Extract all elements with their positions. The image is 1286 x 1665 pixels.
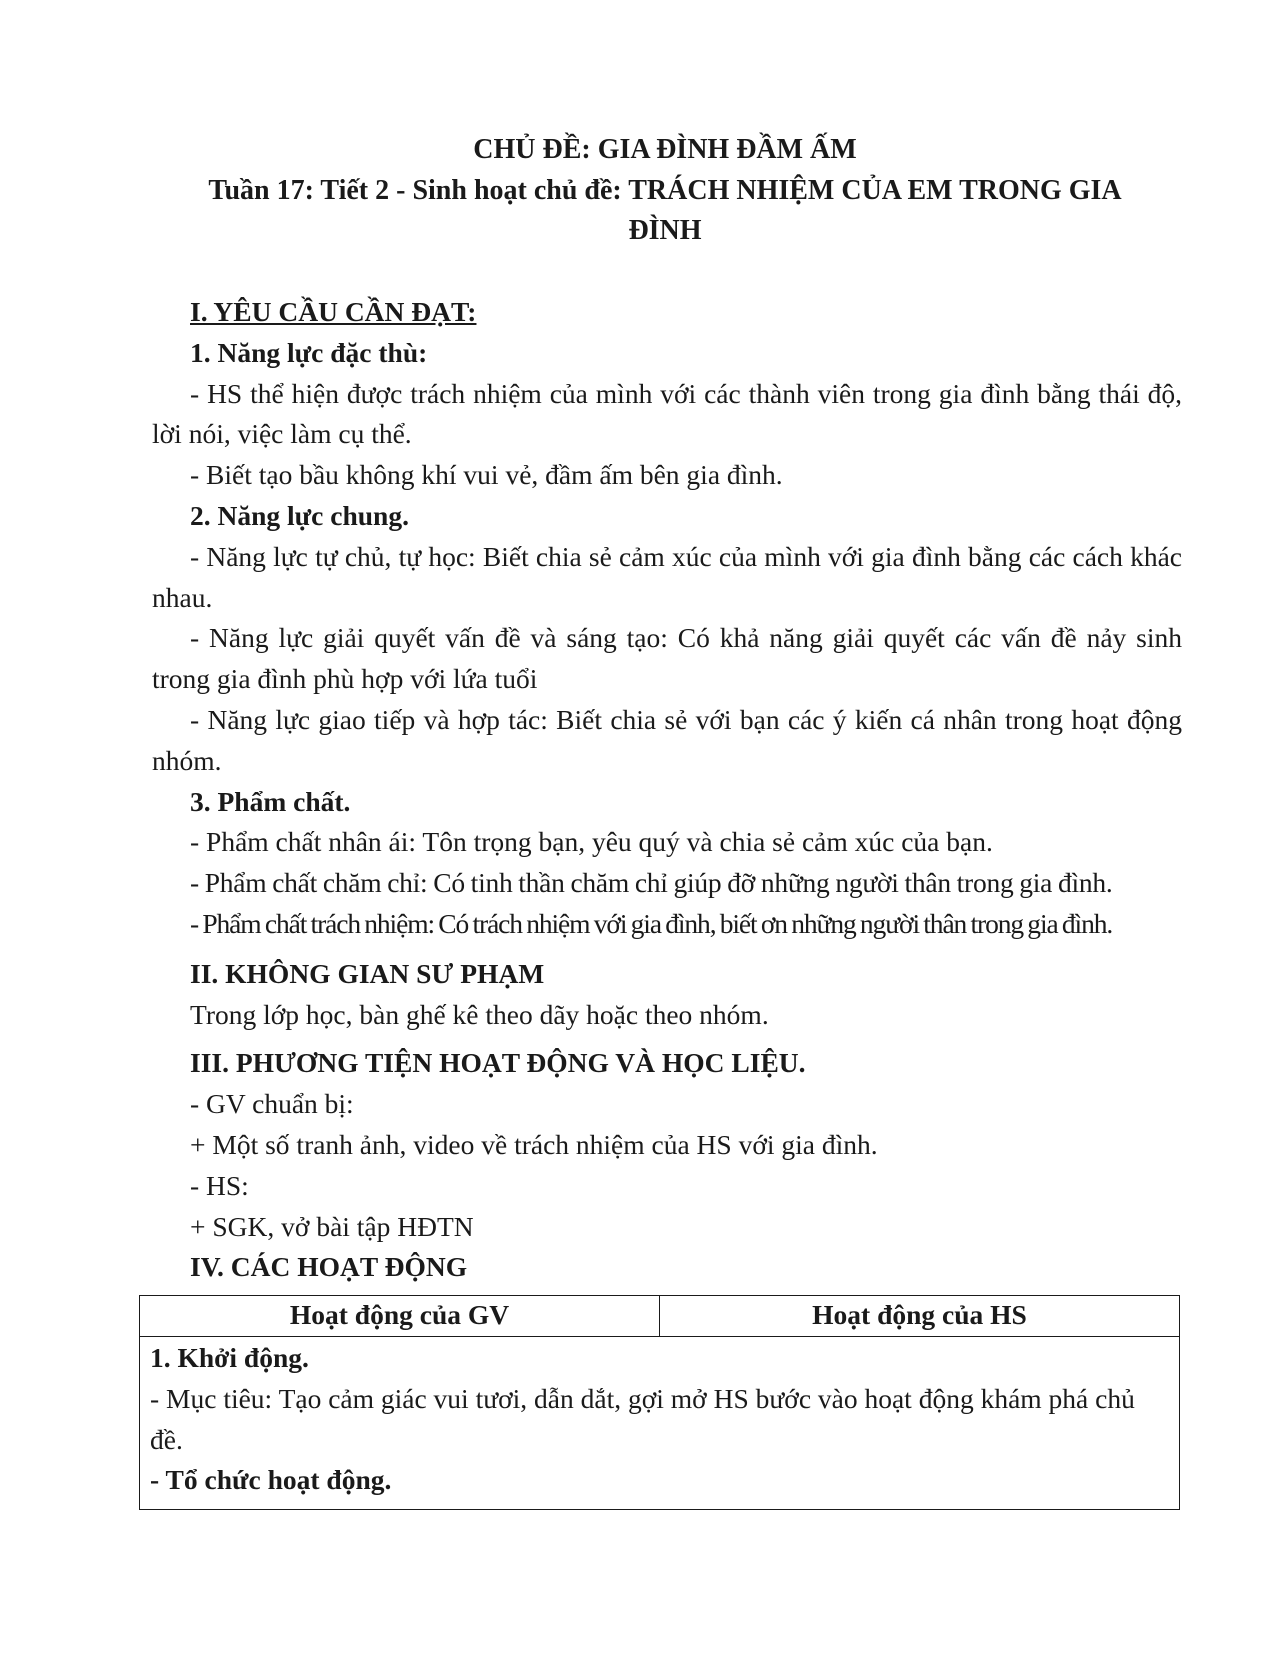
document-body bbox=[152, 292, 1182, 1288]
sub3-heading: 3. Phẩm chất. bbox=[190, 785, 351, 817]
table-row bbox=[140, 1337, 1180, 1510]
sub3-item-3: - Phẩm chất trách nhiệm: Có trách nhiệm với gia đình, biết ơn những người thân trong gia đình. bbox=[190, 907, 1113, 939]
table-header-row bbox=[140, 1296, 1180, 1337]
warmup-title: 1. Khởi động. bbox=[150, 1342, 309, 1373]
sub2-item-3: - Năng lực giao tiếp và hợp tác: Biết chia sẻ với bạn các ý kiến cá nhân trong hoạt động nhóm. bbox=[152, 703, 1182, 776]
lesson-title-line2: ĐÌNH bbox=[628, 215, 702, 246]
section3-heading: III. PHƯƠNG TIỆN HOẠT ĐỘNG VÀ HỌC LIỆU. bbox=[190, 1047, 806, 1079]
column-header-student: Hoạt động của HS bbox=[660, 1296, 1180, 1337]
sub3-item-1: - Phẩm chất nhân ái: Tôn trọng bạn, yêu quý và chia sẻ cảm xúc của bạn. bbox=[190, 826, 993, 858]
sub2-item-1: - Năng lực tự chủ, tự học: Biết chia sẻ cảm xúc của mình với gia đình bằng các cách khác nhau. bbox=[152, 540, 1182, 613]
column-header-teacher: Hoạt động của GV bbox=[140, 1296, 660, 1337]
sub1-item-1: - HS thể hiện được trách nhiệm của mình với các thành viên trong gia đình bằng thái độ, lời nói, việc làm cụ thể. bbox=[152, 377, 1182, 450]
section3-item-1: - GV chuẩn bị: bbox=[190, 1088, 354, 1120]
section2-text: Trong lớp học, bàn ghế kê theo dãy hoặc theo nhóm. bbox=[190, 998, 769, 1030]
warmup-organization: - Tổ chức hoạt động. bbox=[150, 1464, 392, 1496]
lesson-title-line1: Tuần 17: Tiết 2 - Sinh hoạt chủ đề: TRÁCH NHIỆM CỦA EM TRONG GIA bbox=[208, 175, 1122, 206]
activities-table bbox=[139, 1295, 1180, 1510]
section3-item-4: + SGK, vở bài tập HĐTN bbox=[190, 1210, 474, 1242]
sub2-item-2: - Năng lực giải quyết vấn đề và sáng tạo: Có khả năng giải quyết các vấn đề nảy sinh trong gia đình phù hợp với lứa tuổi bbox=[152, 622, 1182, 695]
section3-item-2: + Một số tranh ảnh, video về trách nhiệm của HS với gia đình. bbox=[190, 1128, 878, 1160]
sub3-item-2: - Phẩm chất chăm chỉ: Có tinh thần chăm chỉ giúp đỡ những người thân trong gia đình. bbox=[190, 867, 1113, 899]
sub1-item-2: - Biết tạo bầu không khí vui vẻ, đầm ấm bên gia đình. bbox=[190, 459, 783, 491]
section3-item-3: - HS: bbox=[190, 1169, 249, 1201]
lesson-title bbox=[150, 171, 1180, 251]
warmup-goal: - Mục tiêu: Tạo cảm giác vui tươi, dẫn dắt, gợi mở HS bước vào hoạt động khám phá chủ đề. bbox=[150, 1382, 1135, 1455]
section2-heading: II. KHÔNG GIAN SƯ PHẠM bbox=[190, 957, 545, 989]
topic-title: CHỦ ĐỀ: GIA ĐÌNH ĐẦM ẤM bbox=[473, 134, 857, 165]
section1-heading: I. YÊU CẦU CẦN ĐẠT: bbox=[190, 296, 477, 327]
sub1-heading: 1. Năng lực đặc thù: bbox=[190, 336, 428, 368]
sub2-heading: 2. Năng lực chung. bbox=[190, 499, 409, 531]
section4-heading: IV. CÁC HOẠT ĐỘNG bbox=[190, 1251, 468, 1283]
warmup-cell bbox=[140, 1337, 1180, 1510]
